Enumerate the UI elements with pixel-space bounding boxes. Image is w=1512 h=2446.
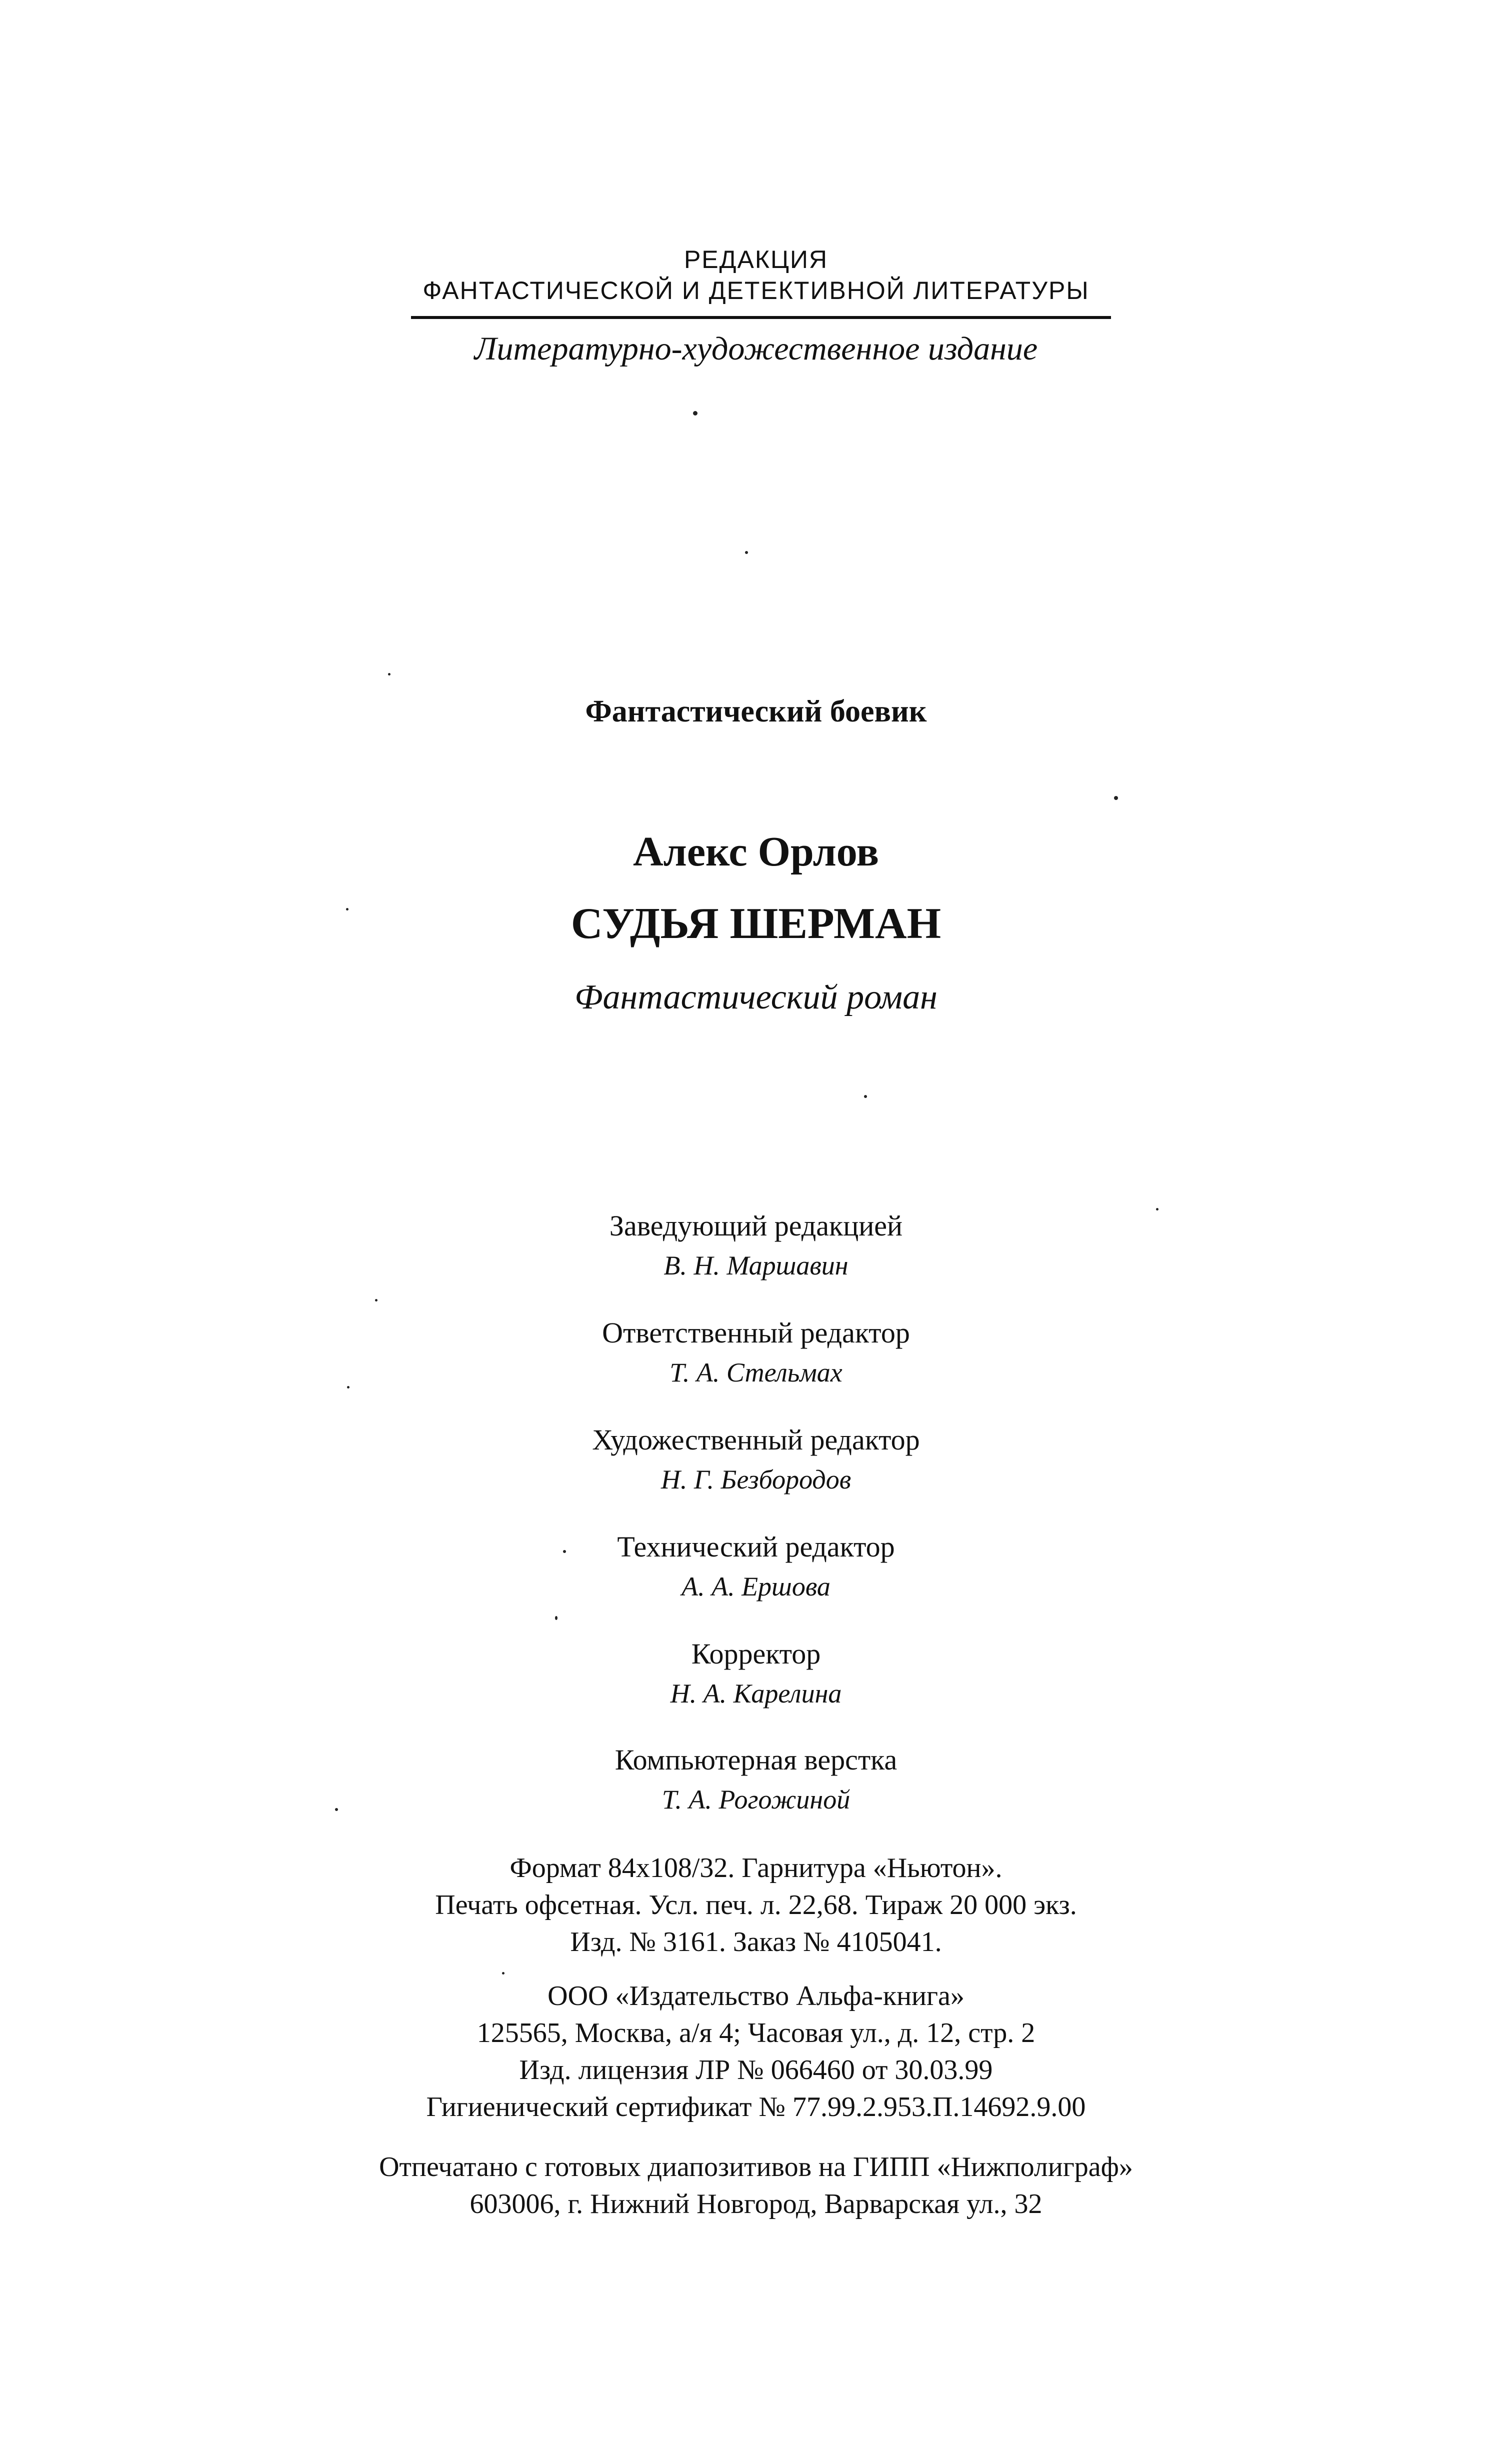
scan-speck bbox=[864, 1095, 867, 1098]
hygiene-certificate: Гигиенический сертификат № 77.99.2.953.П.14692.9.00 bbox=[426, 2092, 1086, 2122]
author: Алекс Орлов bbox=[632, 828, 880, 875]
scan-speck bbox=[563, 1550, 566, 1553]
order-number: Изд. № 3161. Заказ № 4105041. bbox=[570, 1926, 942, 1958]
scan-speck bbox=[375, 1299, 378, 1302]
staff-role: Корректор bbox=[691, 1638, 821, 1670]
scan-speck bbox=[745, 551, 748, 554]
scan-speck bbox=[555, 1616, 558, 1620]
scan-speck bbox=[346, 908, 348, 910]
publisher-address: 125565, Москва, а/я 4; Часовая ул., д. 12, стр. 2 bbox=[476, 2018, 1036, 2048]
header-divider bbox=[411, 316, 1111, 319]
scan-speck bbox=[502, 1972, 504, 1974]
scan-speck bbox=[388, 673, 390, 676]
staff-role: Ответственный редактор bbox=[602, 1316, 910, 1349]
edition-type: Литературно-художественное издание bbox=[474, 330, 1038, 367]
staff-person: Т. А. Рогожиной bbox=[662, 1784, 850, 1814]
print-run: Печать офсетная. Усл. печ. л. 22,68. Тираж 20 000 экз. bbox=[435, 1890, 1077, 1920]
scan-speck bbox=[1114, 796, 1118, 800]
staff-person: В. Н. Маршавин bbox=[664, 1250, 848, 1280]
scan-speck bbox=[335, 1808, 338, 1811]
scan-speck bbox=[1156, 1208, 1158, 1210]
publisher-license: Изд. лицензия ЛР № 066460 от 30.03.99 bbox=[519, 2054, 993, 2086]
book-title: СУДЬЯ ШЕРМАН bbox=[570, 900, 942, 948]
staff-role: Художественный редактор bbox=[592, 1424, 920, 1456]
editorial-office-name: ФАНТАСТИЧЕСКОЙ И ДЕТЕКТИВНОЙ ЛИТЕРАТУРЫ bbox=[422, 276, 1090, 304]
scan-speck bbox=[693, 411, 698, 416]
staff-role: Заведующий редакцией bbox=[609, 1210, 903, 1242]
print-format: Формат 84x108/32. Гарнитура «Ньютон». bbox=[510, 1852, 1002, 1884]
staff-person: Н. Г. Безбородов bbox=[660, 1464, 852, 1494]
editorial-office-label: РЕДАКЦИЯ bbox=[684, 246, 828, 274]
staff-person: Т. А. Стельмах bbox=[670, 1358, 842, 1388]
staff-person: Н. А. Карелина bbox=[670, 1678, 842, 1708]
genre: Фантастический боевик bbox=[585, 694, 927, 728]
staff-person: А. А. Ершова bbox=[682, 1572, 830, 1602]
staff-role: Технический редактор bbox=[617, 1530, 895, 1563]
book-subtitle: Фантастический роман bbox=[574, 978, 938, 1016]
scan-speck bbox=[347, 1386, 350, 1388]
publisher-name: ООО «Издательство Альфа-книга» bbox=[548, 1980, 964, 2012]
staff-role: Компьютерная верстка bbox=[614, 1744, 898, 1776]
printer-name: Отпечатано с готовых диапозитивов на ГИПП «Нижполиграф» bbox=[379, 2152, 1133, 2182]
printer-address: 603006, г. Нижний Новгород, Варварская ул., 32 bbox=[470, 2188, 1042, 2220]
